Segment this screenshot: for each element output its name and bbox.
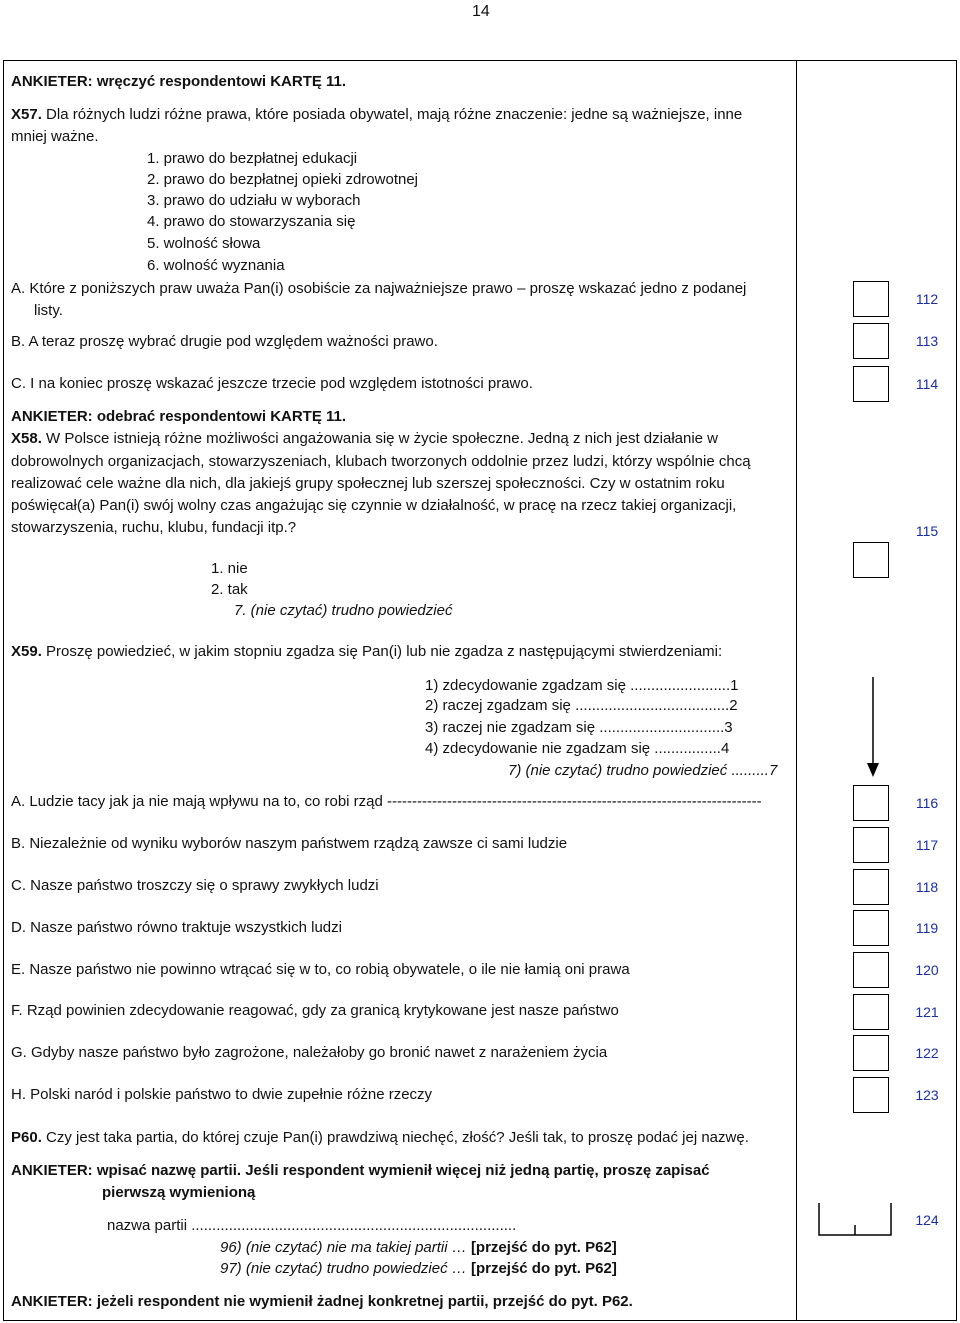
answer-box-113[interactable] [853, 323, 889, 359]
answer-box-117[interactable] [853, 827, 889, 863]
answer-box-112[interactable] [853, 281, 889, 317]
x58-line-5: stowarzyszenia, ruchu, klubu, fundacji itp.? [11, 519, 297, 536]
p60-instruction: ANKIETER: wpisać nazwę partii. Jeśli respondent wymienił więcej niż jedną partię, proszę zapisać [11, 1162, 710, 1179]
x59-item-f: F. Rząd powinien zdecydowanie reagować, gdy za granicą krytykowane jest nasze państwo [11, 1002, 619, 1019]
answer-box-119[interactable] [853, 910, 889, 946]
x58-line-3: realizować cele ważne dla nich, dla jakiejś grupy społecznej lub szerszej społeczności. Czy w ostatnim roku [11, 475, 725, 492]
code-118: 118 [915, 879, 939, 895]
p60-option-96: 96) (nie czytać) nie ma takiej partii … [przejść do pyt. P62] [220, 1239, 617, 1256]
x58-line-1 [11, 429, 718, 449]
x59-item-g: G. Gdyby nasze państwo było zagrożone, należałoby go bronić nawet z narażeniem życia [11, 1044, 608, 1061]
code-119: 119 [915, 920, 939, 936]
code-121: 121 [915, 1004, 939, 1020]
scale-2: 2) raczej zgadzam się .....................................2 [425, 697, 738, 714]
code-116: 116 [915, 795, 939, 811]
x59-label: X59. [11, 643, 42, 660]
party-name-field[interactable]: nazwa partii .............................................................................. [107, 1217, 517, 1234]
x57-question-cont: mniej ważne. [11, 128, 99, 145]
p60-instruction-cont: pierwszą wymienioną [102, 1184, 256, 1201]
answer-box-116[interactable] [853, 785, 889, 821]
x58-text-1: W Polsce istnieją różne możliwości angażowania się w życie społeczne. Jedną z nich jest działanie w [46, 430, 719, 447]
x58-option-tak: 2. tak [211, 581, 248, 598]
code-123: 123 [915, 1087, 939, 1103]
instruction-take-card: ANKIETER: odebrać respondentowi KARTĘ 11. [11, 408, 347, 425]
code-122: 122 [915, 1045, 939, 1061]
answer-box-121[interactable] [853, 994, 889, 1030]
answer-box-120[interactable] [853, 952, 889, 988]
x59-item-b: B. Niezależnie od wyniku wyborów naszym państwem rządzą zawsze ci sami ludzie [11, 835, 568, 852]
x57-option-6: 6. wolność wyznania [147, 257, 285, 274]
x57-question-text: Dla różnych ludzi różne prawa, które posiada obywatel, mają różne znaczenie: jedne są ważniejsze, inne [46, 106, 743, 123]
answer-box-123[interactable] [853, 1077, 889, 1113]
x59-item-e: E. Nasze państwo nie powinno wtrącać się w to, co robią obywatele, o ile nie łamią oni prawa [11, 961, 630, 978]
x57-part-a-cont: listy. [34, 302, 63, 319]
x57-option-1: 1. prawo do bezpłatnej edukacji [147, 150, 358, 167]
x57-question [11, 105, 742, 125]
x58-line-4: poświęcał(a) Pan(i) swój wolny czas angażując się czynnie w działalność, w pracę na rzecz takiej organizacji, [11, 497, 737, 514]
scale-4: 4) zdecydowanie nie zgadzam się ................4 [425, 740, 730, 757]
answer-box-114[interactable] [853, 366, 889, 402]
p60-question-text: Czy jest taka partia, do której czuje Pan(i) prawdziwą niechęć, złość? Jeśli tak, to proszę podać jej nazwę. [46, 1129, 749, 1146]
x58-label: X58. [11, 430, 42, 447]
scale-7: 7) (nie czytać) trudno powiedzieć .........7 [508, 762, 778, 779]
scale-1: 1) zdecydowanie zgadzam się ........................1 [425, 677, 739, 694]
code-113: 113 [915, 333, 939, 349]
answer-box-115[interactable] [853, 542, 889, 578]
x57-label: X57. [11, 106, 42, 123]
x57-part-b: B. A teraz proszę wybrać drugie pod względem ważności prawo. [11, 333, 438, 350]
party-code-boxes[interactable] [817, 1201, 893, 1237]
x59-item-a: A. Ludzie tacy jak ja nie mają wpływu na to, co robi rząd --------------------------------------------------------------------------- [11, 793, 762, 810]
code-114: 114 [915, 376, 939, 392]
x58-option-nie: 1. nie [211, 560, 248, 577]
x57-option-5: 5. wolność słowa [147, 235, 261, 252]
answer-box-118[interactable] [853, 869, 889, 905]
instruction-give-card: ANKIETER: wręczyć respondentowi KARTĘ 11. [11, 73, 347, 90]
x57-option-2: 2. prawo do bezpłatnej opieki zdrowotnej [147, 171, 419, 188]
code-115: 115 [915, 523, 939, 539]
x58-line-2: dobrowolnych organizacjach, stowarzyszeniach, klubach tworzonych oddolnie przez ludzi, którzy wspólnie chcą [11, 453, 751, 470]
page-number: 14 [472, 3, 490, 20]
p60-question [11, 1128, 749, 1148]
x57-part-c: C. I na koniec proszę wskazać jeszcze trzecie pod względem istotności prawo. [11, 375, 533, 392]
p60-option-97: 97) (nie czytać) trudno powiedzieć … [przejść do pyt. P62] [220, 1260, 617, 1277]
code-112: 112 [915, 291, 939, 307]
p60-label: P60. [11, 1129, 42, 1146]
scale-3: 3) raczej nie zgadzam się ..............................3 [425, 719, 733, 736]
x58-option-trudno: 7. (nie czytać) trudno powiedzieć [234, 602, 453, 619]
final-instruction: ANKIETER: jeżeli respondent nie wymienił żadnej konkretnej partii, przejść do pyt. P62. [11, 1293, 633, 1310]
code-124: 124 [915, 1212, 939, 1228]
x59-question [11, 642, 722, 662]
x59-item-c: C. Nasze państwo troszczy się o sprawy zwykłych ludzi [11, 877, 379, 894]
code-120: 120 [915, 962, 939, 978]
x59-question-text: Proszę powiedzieć, w jakim stopniu zgadza się Pan(i) lub nie zgadza z następującymi stwierdzeniami: [46, 643, 723, 660]
code-117: 117 [915, 837, 939, 853]
x57-part-a: A. Które z poniższych praw uważa Pan(i) osobiście za najważniejsze prawo – proszę wskazać jedno z podanej [11, 280, 747, 297]
x57-option-4: 4. prawo do stowarzyszania się [147, 213, 356, 230]
answer-box-122[interactable] [853, 1035, 889, 1071]
arrow-down-icon [866, 677, 880, 779]
x57-option-3: 3. prawo do udziału w wyborach [147, 192, 361, 209]
x59-item-h: H. Polski naród i polskie państwo to dwie zupełnie różne rzeczy [11, 1086, 433, 1103]
x59-item-d: D. Nasze państwo równo traktuje wszystkich ludzi [11, 919, 342, 936]
